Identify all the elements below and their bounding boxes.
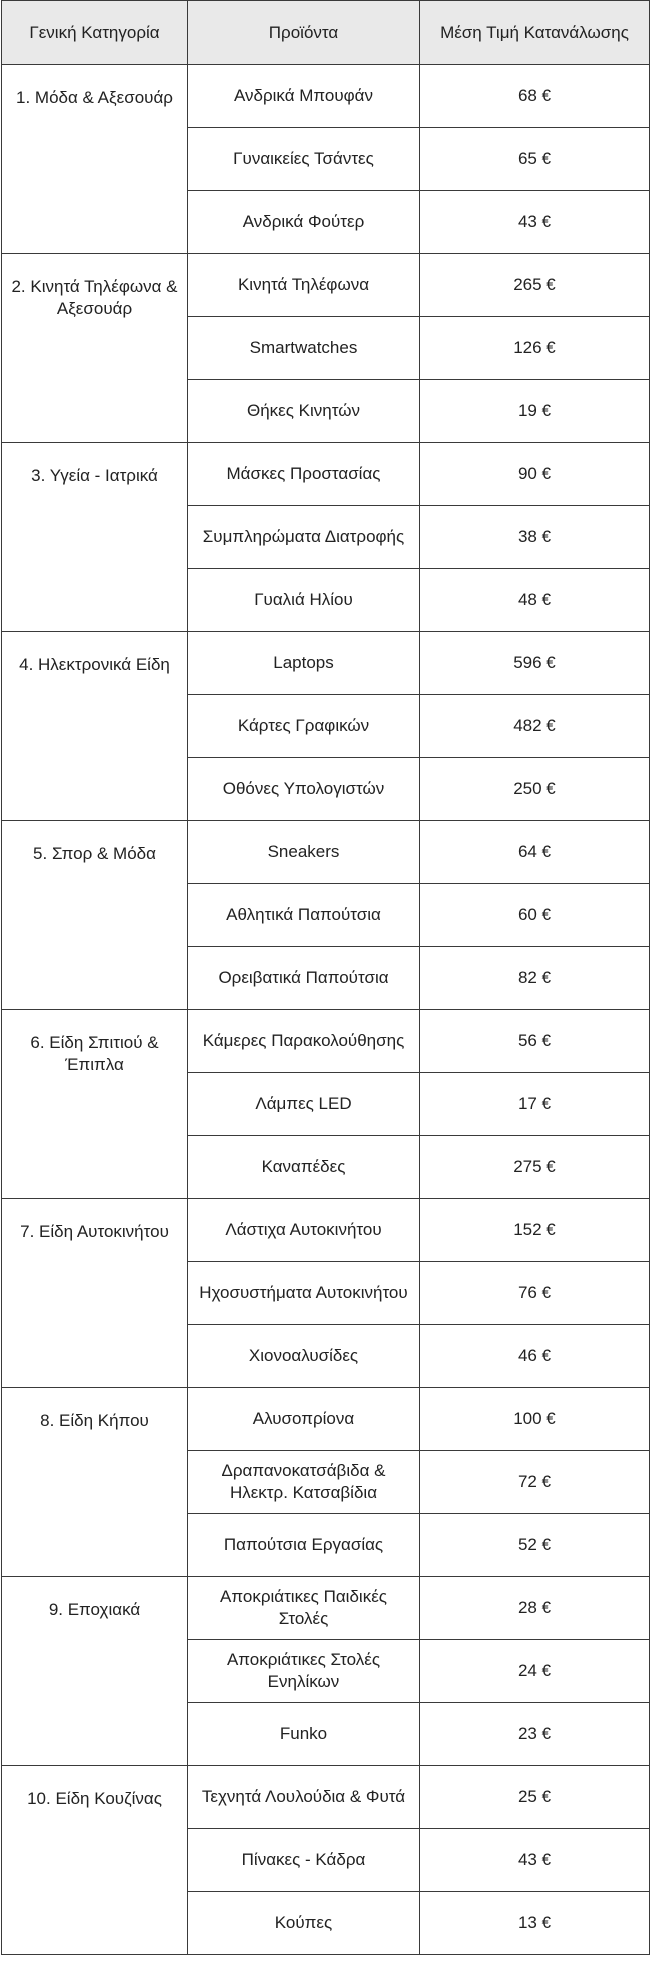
category-cell: 7. Είδη Αυτοκινήτου [2,1199,188,1388]
product-cell: Ανδρικά Μπουφάν [188,65,420,128]
table-row [2,1010,650,1073]
price-cell: 596 € [420,632,650,695]
product-cell: Μάσκες Προστασίας [188,443,420,506]
product-cell: Αλυσοπρίονα [188,1388,420,1451]
price-cell: 24 € [420,1640,650,1703]
table-row [2,1388,650,1451]
product-cell: Λάστιχα Αυτοκινήτου [188,1199,420,1262]
price-cell: 265 € [420,254,650,317]
product-cell: Δραπανοκατσάβιδα & Ηλεκτρ. Κατσαβίδια [188,1451,420,1514]
product-cell: Παπούτσια Εργασίας [188,1514,420,1577]
product-cell: Ορειβατικά Παπούτσια [188,947,420,1010]
product-cell: Ανδρικά Φούτερ [188,191,420,254]
product-cell: Smartwatches [188,317,420,380]
category-cell: 2. Κινητά Τηλέφωνα & Αξεσουάρ [2,254,188,443]
price-cell: 76 € [420,1262,650,1325]
product-cell: Αποκριάτικες Στολές Ενηλίκων [188,1640,420,1703]
product-cell: Γυαλιά Ηλίου [188,569,420,632]
product-cell: Laptops [188,632,420,695]
price-cell: 13 € [420,1892,650,1955]
price-cell: 64 € [420,821,650,884]
table-row [2,65,650,128]
product-cell: Ηχοσυστήματα Αυτοκινήτου [188,1262,420,1325]
category-cell: 6. Είδη Σπιτιού & Έπιπλα [2,1010,188,1199]
product-cell: Κούπες [188,1892,420,1955]
product-cell: Κινητά Τηλέφωνα [188,254,420,317]
price-cell: 126 € [420,317,650,380]
price-cell: 68 € [420,65,650,128]
product-cell: Λάμπες LED [188,1073,420,1136]
price-cell: 28 € [420,1577,650,1640]
category-cell: 9. Εποχιακά [2,1577,188,1766]
price-cell: 90 € [420,443,650,506]
table-row [2,1766,650,1829]
product-cell: Τεχνητά Λουλούδια & Φυτά [188,1766,420,1829]
category-cell: 3. Υγεία - Ιατρικά [2,443,188,632]
price-cell: 275 € [420,1136,650,1199]
price-cell: 23 € [420,1703,650,1766]
price-cell: 43 € [420,1829,650,1892]
table-row [2,254,650,317]
price-cell: 152 € [420,1199,650,1262]
price-cell: 82 € [420,947,650,1010]
header-products: Προϊόντα [188,1,420,65]
category-cell: 10. Είδη Κουζίνας [2,1766,188,1955]
price-cell: 46 € [420,1325,650,1388]
price-cell: 482 € [420,695,650,758]
header-row [2,1,650,65]
table-row [2,1577,650,1640]
category-cell: 4. Ηλεκτρονικά Είδη [2,632,188,821]
product-cell: Χιονοαλυσίδες [188,1325,420,1388]
price-cell: 38 € [420,506,650,569]
product-cell: Funko [188,1703,420,1766]
table-row [2,1199,650,1262]
price-cell: 250 € [420,758,650,821]
price-cell: 43 € [420,191,650,254]
header-category: Γενική Κατηγορία [2,1,188,65]
product-cell: Αποκριάτικες Παιδικές Στολές [188,1577,420,1640]
product-cell: Κάρτες Γραφικών [188,695,420,758]
product-cell: Κάμερες Παρακολούθησης [188,1010,420,1073]
product-cell: Καναπέδες [188,1136,420,1199]
price-cell: 65 € [420,128,650,191]
price-cell: 52 € [420,1514,650,1577]
table-row [2,821,650,884]
category-cell: 5. Σπορ & Μόδα [2,821,188,1010]
product-cell: Οθόνες Υπολογιστών [188,758,420,821]
category-cell: 8. Είδη Κήπου [2,1388,188,1577]
price-cell: 25 € [420,1766,650,1829]
product-cell: Συμπληρώματα Διατροφής [188,506,420,569]
price-cell: 56 € [420,1010,650,1073]
price-table [1,0,650,1955]
price-cell: 17 € [420,1073,650,1136]
price-cell: 72 € [420,1451,650,1514]
product-cell: Sneakers [188,821,420,884]
product-cell: Θήκες Κινητών [188,380,420,443]
price-cell: 60 € [420,884,650,947]
table-row [2,632,650,695]
price-cell: 100 € [420,1388,650,1451]
header-price: Μέση Τιμή Κατανάλωσης [420,1,650,65]
category-cell: 1. Μόδα & Αξεσουάρ [2,65,188,254]
price-cell: 19 € [420,380,650,443]
product-cell: Πίνακες - Κάδρα [188,1829,420,1892]
product-cell: Αθλητικά Παπούτσια [188,884,420,947]
price-cell: 48 € [420,569,650,632]
product-cell: Γυναικείες Τσάντες [188,128,420,191]
table-row [2,443,650,506]
